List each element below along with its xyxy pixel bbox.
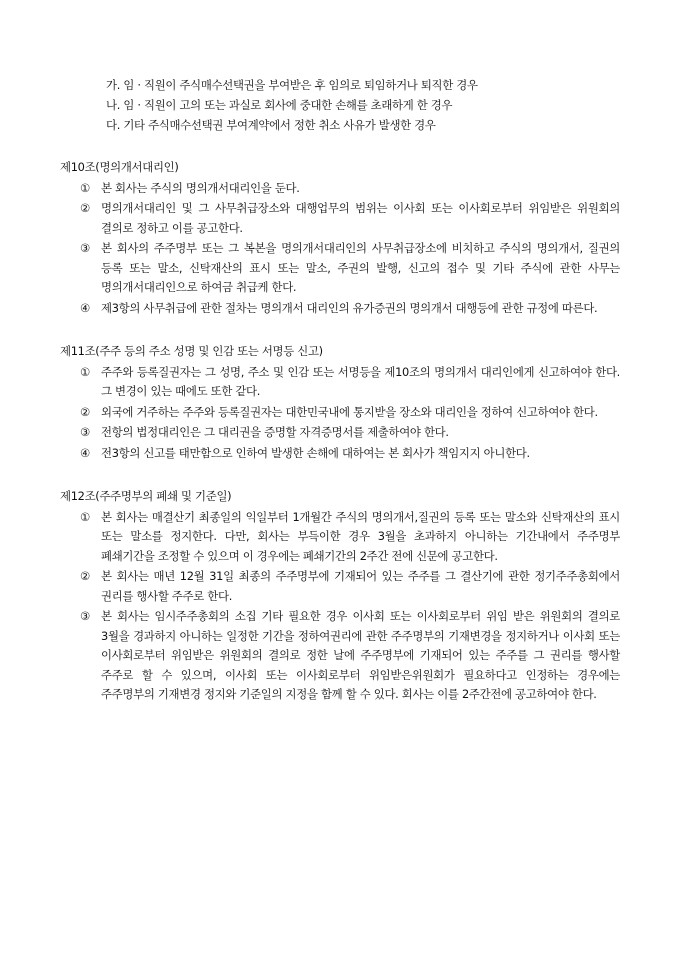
clause-text: 외국에 거주하는 주주와 등록질권자는 대한민국내에 통지받을 장소와 대리인을 정하여 신고하여야 한다. (101, 404, 598, 419)
clause (60, 423, 620, 443)
clause (60, 299, 620, 319)
clause (60, 403, 620, 423)
article-11 (60, 342, 620, 463)
clause-text: 명의개서대리인 및 그 사무취급장소와 대행업무의 범위는 이사회 또는 이사회로부터 위임받은 위원회의 결의로 정하고 이를 공고한다. (101, 201, 620, 235)
article-title: 제10조(명의개서대리인) (60, 160, 179, 174)
clause-number: ② (80, 569, 90, 583)
clause (60, 239, 620, 298)
clause (60, 444, 620, 464)
clause-number: ③ (80, 609, 90, 623)
clause (60, 607, 620, 705)
clause (60, 363, 620, 402)
clause-text: 본 회사는 임시주주총회의 소집 기타 필요한 경우 이사회 또는 이사회로부터 위임 받은 위원회의 결의로 3월을 경과하지 아니하는 일정한 기간을 정하여권리에 관한 주주명부의 기재변경을 정지하거나 이사회 또는 이사회로부터 위임받은 위원회의 결의로 정한 날에 주주명부에 기재되어 있는 주주를 그 권리를 행사할 주주로 할 수 있으며, 이사회 또는 이사회로부터 위임받은위원회가 필요하다고 인정하는 경우에는 주주명부의 기재변경 정지와 기준일의 지정을 함께 할 수 있다. 회사는 이를 2주간전에 공고하여야 한다. (101, 609, 620, 701)
clause-number: ① (80, 509, 90, 524)
article-10 (60, 158, 620, 318)
clause-number: ③ (80, 425, 90, 439)
clause (60, 508, 620, 567)
clause-text: 전3항의 신고를 태만함으로 인하여 발생한 손해에 대하여는 본 회사가 책임지지 아니한다. (101, 445, 530, 460)
clause-number: ② (80, 201, 90, 215)
article-title: 제12조(주주명부의 폐쇄 및 기준일) (60, 489, 232, 503)
list-item: 나. 임 · 직원이 고의 또는 과실로 회사에 중대한 손해를 초래하게 한 경우 (106, 98, 453, 112)
clause (60, 567, 620, 606)
clause-text: 본 회사는 매결산기 최종일의 익일부터 1개월간 주식의 명의개서,질권의 등록 또는 말소와 신탁재산의 표시 또는 말소를 정지한다. 다만, 회사는 부득이한 경우 3월을 초과하지 아니하는 기간내에서 주주명부 폐쇄기간을 조정할 수 있으며 이 경우에는 폐쇄기간의 2주간 전에 신문에 공고한다. (101, 509, 620, 563)
clause-number: ② (80, 404, 90, 419)
clause-text: 전항의 법정대리인은 그 대리권을 증명할 자격증명서를 제출하여야 한다. (101, 425, 449, 439)
clause-number: ④ (80, 300, 90, 315)
clause-number: ① (80, 180, 90, 195)
clause-text: 본 회사는 주식의 명의개서대리인을 둔다. (101, 180, 300, 195)
article-12 (60, 487, 620, 705)
clause (60, 199, 620, 238)
clause-number: ① (80, 364, 90, 379)
list-item: 가. 임 · 직원이 주식매수선택권을 부여받은 후 임의로 퇴임하거나 퇴직한 경우 (106, 78, 478, 92)
article-title: 제11조(주주 등의 주소 성명 및 인감 또는 서명등 신고) (60, 344, 323, 358)
clause-number: ④ (80, 445, 90, 460)
clause (60, 179, 620, 199)
clause-text: 본 회사의 주주명부 또는 그 복본을 명의개서대리인의 사무취급장소에 비치하고 주식의 명의개서, 질권의 등록 또는 말소, 신탁재산의 표시 또는 말소, 주권의 발행, 신고의 접수 및 기타 주식에 관한 사무는 명의개서대리인으로 하여금 취급케 한다. (101, 241, 620, 294)
cancellation-reasons-list (60, 76, 620, 136)
clause-text: 제3항의 사무취급에 관한 절차는 명의개서 대리인의 유가증권의 명의개서 대행등에 관한 규정에 따른다. (101, 300, 598, 315)
clause-number: ③ (80, 241, 90, 255)
list-item: 다. 기타 주식매수선택권 부여계약에서 정한 취소 사유가 발생한 경우 (106, 118, 436, 132)
clause-text: 본 회사는 매년 12월 31일 최종의 주주명부에 기재되어 있는 주주를 그 결산기에 관한 정기주주총회에서 권리를 행사할 주주로 한다. (101, 569, 620, 603)
clause-text: 주주와 등록질권자는 그 성명, 주소 및 인감 또는 서명등을 제10조의 명의개서 대리인에게 신고하여야 한다. 그 변경이 있는 때에도 또한 같다. (101, 364, 620, 398)
